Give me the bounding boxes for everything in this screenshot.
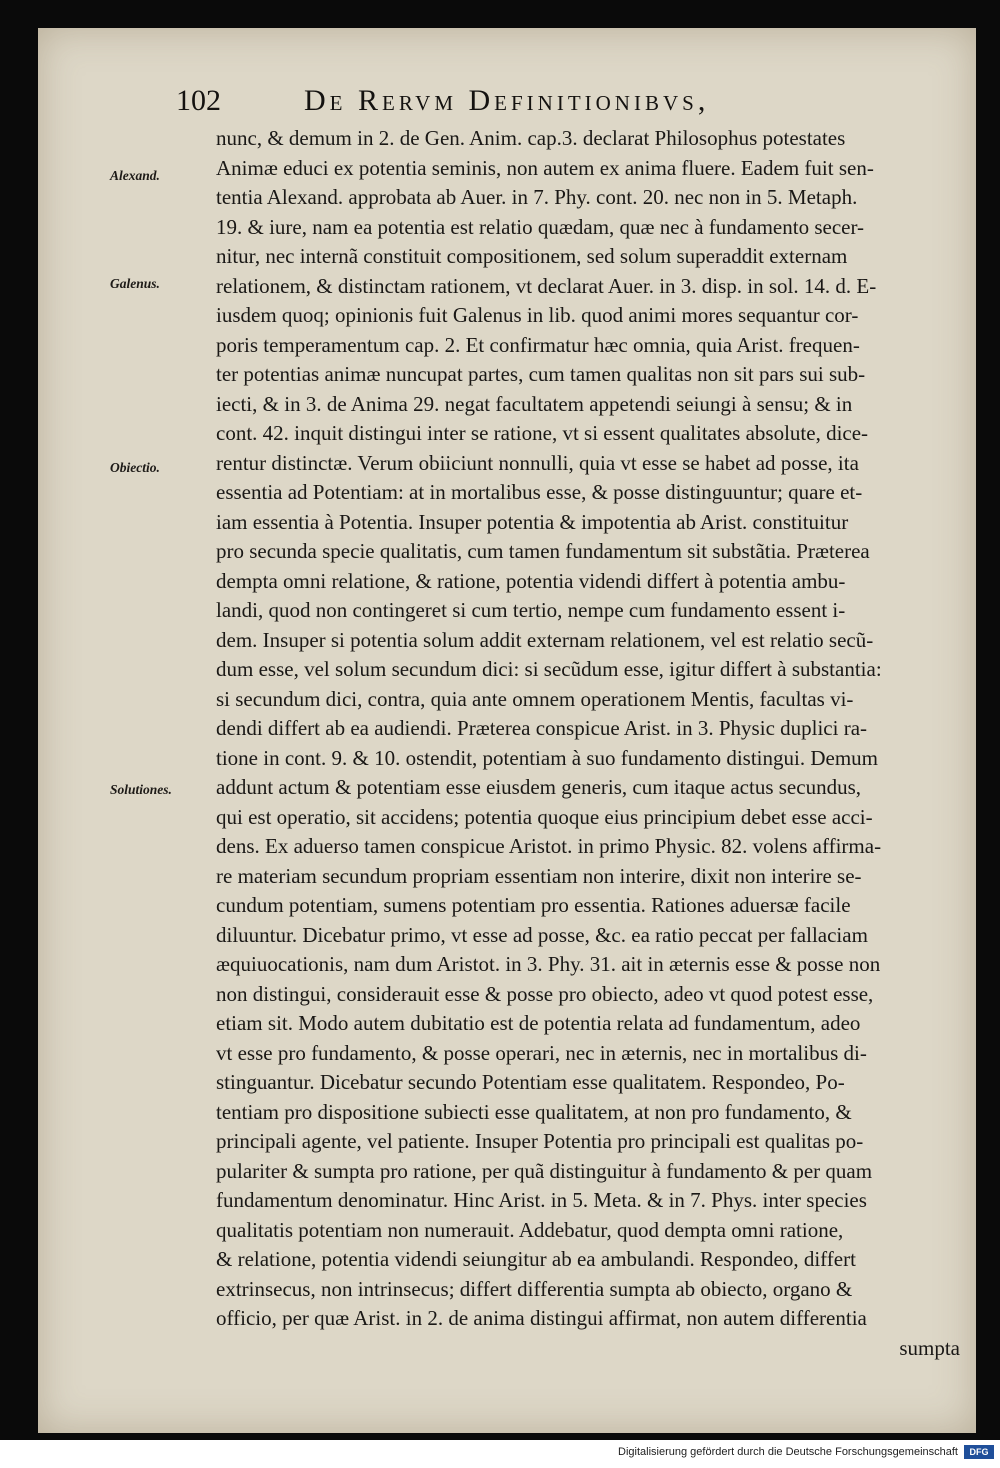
text-line: relationem, & distinctam rationem, vt declarat Auer. in 3. disp. in sol. 14. d. E- (216, 273, 877, 298)
text-line: qualitatis potentiam non numerauit. Addebatur, quod dempta omni ratione, (216, 1217, 844, 1242)
text-line: etiam sit. Modo autem dubitatio est de potentia relata ad fundamentum, adeo (216, 1011, 861, 1035)
page-number: 102 (176, 84, 221, 117)
body-text (216, 124, 966, 1363)
text-line: cont. 42. inquit distingui inter se ratione, vt si essent qualitates absolute, dice- (216, 421, 869, 445)
text-line: iusdem quoq; opinionis fuit Galenus in lib. quod animi mores sequantur cor- (216, 303, 859, 327)
text-line: nunc, & demum in 2. de Gen. Anim. cap.3. declarat Philosophus potestates (216, 126, 846, 150)
text-line: pulariter & sumpta pro ratione, per quã distinguitur à fundamento & per quam (216, 1158, 873, 1183)
text-line: æquiuocationis, nam dum Aristot. in 3. Phy. 31. ait in æternis esse & posse non (216, 952, 881, 976)
text-line: essentia ad Potentiam: at in mortalibus esse, & posse distinguuntur; quare et- (216, 480, 863, 504)
catchword: sumpta (899, 1335, 960, 1360)
text-line: non distingui, considerauit esse & posse pro obiecto, adeo vt quod potest esse, (216, 981, 874, 1006)
text-line: officio, per quæ Arist. in 2. de anima distingui affirmat, non autem differentia (216, 1306, 867, 1330)
margin-note-solutiones: Solutiones. (110, 782, 172, 797)
text-line: landi, quod non contingeret si cum tertio, nempe cum fundamento essent i- (216, 598, 846, 622)
text-line: nitur, nec internã constituit compositionem, sed solum superaddit externam (216, 244, 848, 268)
margin-note-alexand: Alexand. (110, 168, 160, 183)
text-line: vt esse pro fundamento, & posse operari, nec in æternis, nec in mortalibus di- (216, 1040, 867, 1065)
dfg-logo-icon: DFG (964, 1445, 994, 1459)
text-line: extrinsecus, non intrinsecus; differt differentia sumpta ab obiecto, organo & (216, 1276, 853, 1301)
running-title: De Rervm Definitionibvs, (304, 84, 710, 117)
text-line: re materiam secundum propriam essentiam non interire, dixit non interire se- (216, 863, 862, 888)
text-line: tentia Alexand. approbata ab Auer. in 7. Phy. cont. 20. nec non in 5. Metaph. (216, 185, 858, 209)
text-line: addunt actum & potentiam esse eiusdem generis, cum itaque actus secundus, (216, 775, 861, 799)
footer-credit: Digitalisierung gefördert durch die Deutsche Forschungsgemeinschaft (618, 1446, 958, 1458)
text-line: pro secunda specie qualitatis, cum tamen fundamentum sit substãtia. Præterea (216, 539, 870, 563)
text-line: poris temperamentum cap. 2. Et confirmatur hæc omnia, quia Arist. frequen- (216, 332, 860, 357)
text-line: stinguantur. Dicebatur secundo Potentiam esse qualitatem. Respondeo, Po- (216, 1070, 845, 1094)
text-line: Animæ educi ex potentia seminis, non autem ex anima fluere. Eadem fuit sen- (216, 155, 874, 180)
margin-note-obiectio: Obiectio. (110, 460, 160, 475)
page-header (176, 84, 876, 124)
text-line: & relatione, potentia videndi seiungitur ab ea ambulandi. Respondeo, differt (216, 1247, 856, 1271)
text-line: 19. & iure, nam ea potentia est relatio quædam, quæ nec à fundamento secer- (216, 214, 865, 239)
text-line: cundum potentiam, sumens potentiam pro essentia. Rationes aduersæ facile (216, 893, 851, 917)
text-line: tentiam pro dispositione subiecti esse qualitatem, at non pro fundamento, & (216, 1099, 852, 1124)
text-line: diluuntur. Dicebatur primo, vt esse ad posse, &c. ea ratio peccat per fallaciam (216, 922, 868, 947)
text-line: fundamentum denominatur. Hinc Arist. in 5. Meta. & in 7. Phys. inter species (216, 1188, 867, 1212)
text-line: qui est operatio, sit accidens; potentia quoque eius principium debet esse acci- (216, 804, 873, 829)
text-line: iecti, & in 3. de Anima 29. negat facultatem appetendi seiungi à sensu; & in (216, 391, 853, 416)
text-line: tione in cont. 9. & 10. ostendit, potentiam à suo fundamento distingui. Demum (216, 745, 879, 770)
text-line: dempta omni relatione, & ratione, potentia videndi differt à potentia ambu- (216, 568, 846, 593)
footer-bar (0, 1440, 1000, 1468)
text-line: dendi differt ab ea audiendi. Præterea conspicue Arist. in 3. Physic duplici ra- (216, 716, 868, 740)
text-line: ter potentias animæ nuncupat partes, cum tamen qualitas non sit pars sui sub- (216, 362, 866, 386)
text-line: dens. Ex aduerso tamen conspicue Aristot. in primo Physic. 82. volens affirma- (216, 834, 882, 858)
text-line: dem. Insuper si potentia solum addit externam relationem, vel est relatio secũ- (216, 627, 874, 652)
text-line: rentur distinctæ. Verum obiiciunt nonnulli, quia vt esse se habet ad posse, ita (216, 450, 859, 475)
text-line: si secundum dici, contra, quia ante omnem operationem Mentis, facultas vi- (216, 686, 854, 711)
text-line: dum esse, vel solum secundum dici: si secũdum esse, igitur differt à substantia: (216, 657, 882, 681)
text-line: iam essentia à Potentia. Insuper potentia & impotentia ab Arist. constituitur (216, 509, 849, 534)
margin-note-galenus: Galenus. (110, 276, 160, 291)
text-line: principali agente, vel patiente. Insuper Potentia pro principali est qualitas po- (216, 1129, 864, 1153)
